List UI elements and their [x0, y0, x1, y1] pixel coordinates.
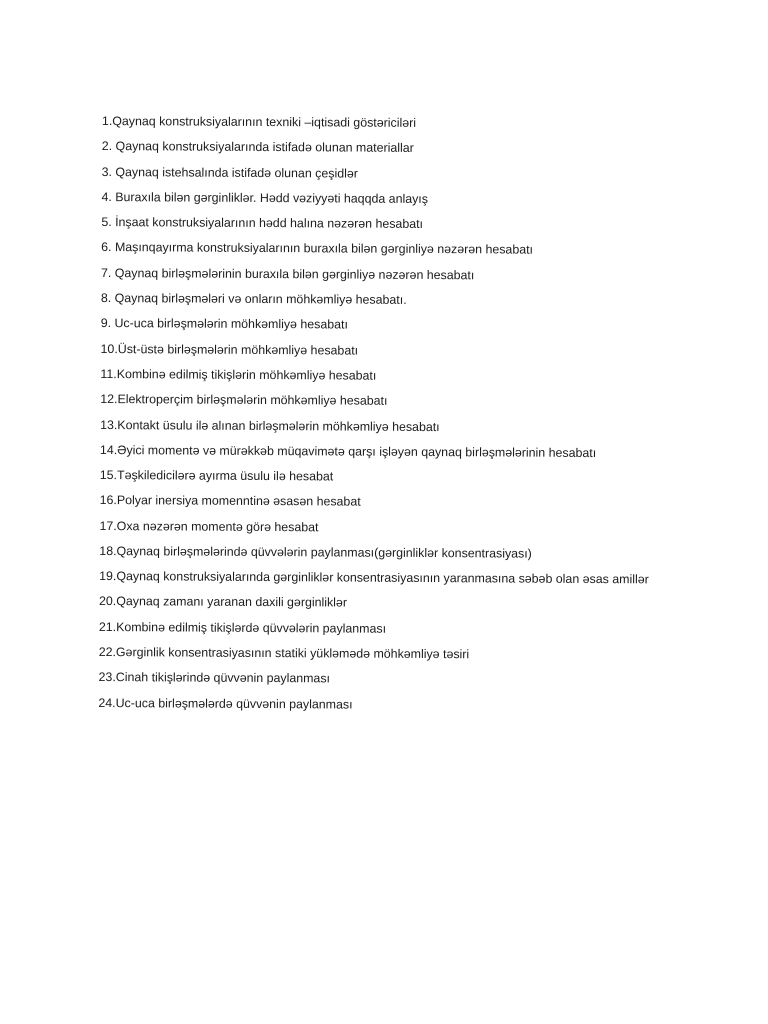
- list-item: 3. Qaynaq istehsalında istifadə olunan çeşidlər: [101, 164, 358, 181]
- list-item: 13.Kontakt üsulu ilə alınan birləşmələrin möhkəmliyə hesabatı: [100, 417, 440, 434]
- list-item: 9. Uc-uca birləşmələrin möhkəmliyə hesabatı: [100, 316, 348, 332]
- list-item: 16.Polyar inersiya momenntinə əsasən hesabat: [99, 493, 361, 510]
- list-item: 23.Cinah tikişlərində qüvvənin paylanması: [98, 670, 331, 686]
- list-item: 10.Üst-üstə birləşmələrin möhkəmliyə hesabatı: [100, 341, 359, 358]
- list-item: 4. Buraxıla bilən gərginliklər. Hədd vəziyyəti haqqda anlayış: [101, 189, 429, 206]
- list-item: 17.Oxa nəzərən momentə görə hesabat: [99, 518, 319, 535]
- list-item: 8. Qaynaq birləşmələri və onların möhkəmliyə hesabatı.: [100, 291, 407, 307]
- list-item: 5. İnşaat konstruksiyalarının hədd halına nəzərən hesabatı: [101, 215, 424, 232]
- list-item: 22.Gərginlik konsentrasiyasının statiki yükləmədə möhkəmliyə təsiri: [98, 644, 470, 662]
- list-item: 1.Qaynaq konstruksiyalarının texniki –iqtisadi göstəriciləri: [101, 114, 417, 130]
- list-item: 21.Kombinə edilmiş tikişlərdə qüvvələrin paylanması: [98, 619, 387, 636]
- list-item: 14.Əyici momentə və mürəkkəb müqavimətə qarşı işləyən qaynaq birləşmələrinin hesabatı: [99, 442, 597, 460]
- list-item: 7. Qaynaq birləşmələrinin buraxıla bilən gərginliyə nəzərən hesabatı: [100, 265, 475, 283]
- list-item: 18.Qaynaq birləşmələrində qüvvələrin paylanması(gərginliklər konsentrasiyası): [99, 544, 532, 561]
- list-item: 19.Qaynaq konstruksiyalarında gərginliklər konsentrasiyasının yaranmasına səbəb olan əsas amillər: [99, 569, 649, 587]
- topic-list: [98, 114, 662, 713]
- list-item: 11.Kombinə edilmiş tikişlərin möhkəmliyə hesabatı: [100, 366, 377, 383]
- list-item: 15.Təşkiledicilərə ayırma üsulu ilə hesabat: [99, 468, 334, 484]
- list-item: 20.Qaynaq zamanı yaranan daxili gərginliklər: [98, 594, 348, 610]
- list-item: 12.Elektroperçim birləşmələrin möhkəmliyə hesabatı: [100, 392, 388, 409]
- list-item: 24.Uc-uca birləşmələrdə qüvvənin paylanması: [98, 695, 353, 712]
- list-item: 6. Maşınqayırma konstruksiyalarının buraxıla bilən gərginliyə nəzərən hesabatı: [101, 240, 534, 258]
- list-item: 2. Qaynaq konstruksiyalarında istifadə olunan materiallar: [101, 139, 414, 156]
